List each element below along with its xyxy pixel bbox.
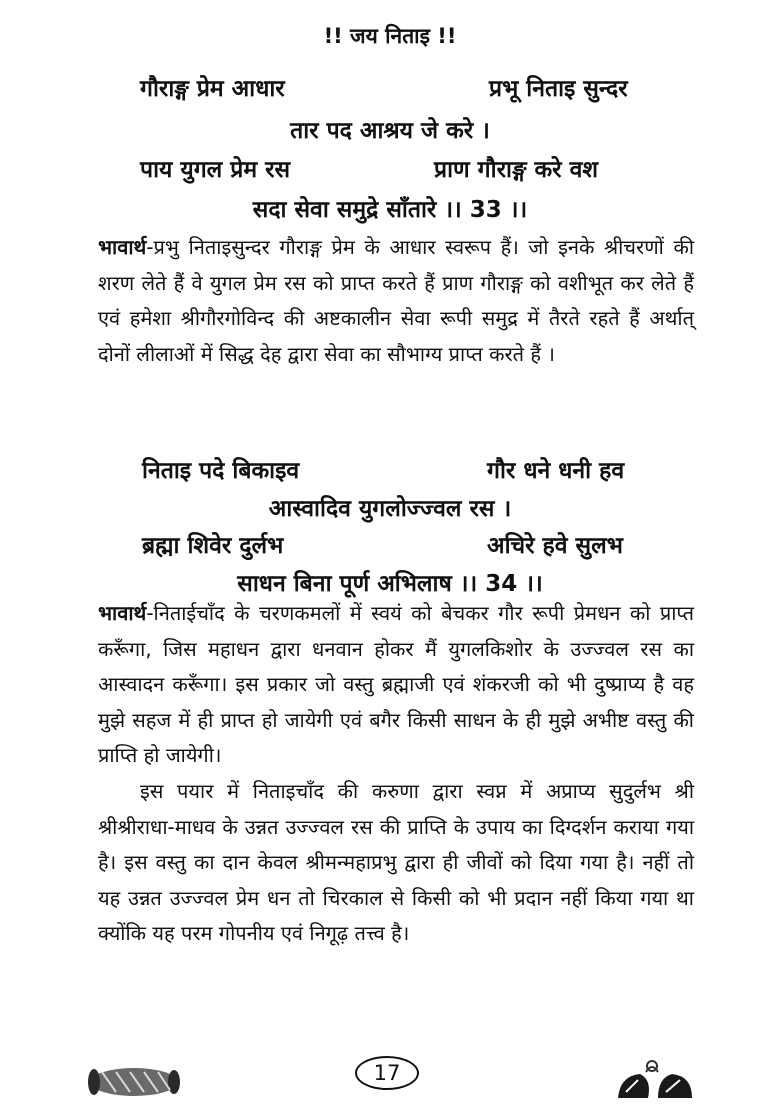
verse-34-line4: साधन बिना पूर्ण अभिलाष ।। 34 ।। [237,571,543,597]
verse-34-line1-left: निताइ पदे बिकाइव [142,458,300,484]
meaning-33 [98,230,694,372]
verse-33-line3-left: पाय युगल प्रेम रस [140,157,291,183]
meaning-33-text: -प्रभु निताइसुन्दर गौराङ्ग प्रेम के आधार स्वरूप हैं। जो इनके श्रीचरणों की शरण लेते हैं वे युगल प्रेम रस को प्राप्त करते हैं प्राण गौराङ्ग को वशीभूत कर लेते हैं एवं हमेशा श्रीगौरगोविन्द की अष्टकालीन सेवा रूपी समुद्र में तैरते रहते हैं अर्थात् दोनों लीलाओं में सिद्ध देह द्वारा सेवा का सौभाग्य प्राप्त करते हैं । [98,235,694,366]
kartal-cymbals-icon [612,1058,696,1102]
verse-33-line4: सदा सेवा समुद्रे साँतारे ।। 33 ।। [252,197,528,223]
meaning-34-text: -निताईचाँद के चरणकमलों में स्वयं को बेचकर गौर रूपी प्रेमधन को प्राप्त करूँगा, जिस महाधन द्वारा धनवान होकर मैं युगलकिशोर के उज्ज्वल रस का आस्वादन करूँगा। इस प्रकार जो वस्तु ब्रह्माजी एवं शंकरजी को भी दुष्प्राप्य है वह मुझे सहज में ही प्राप्त हो जायेगी एवं बगैर किसी साधन के ही मुझे अभीष्ट वस्तु की प्राप्ति हो जायेगी। [98,601,694,768]
verse-33-line1-right: प्रभू निताइ सुन्दर [489,76,628,102]
verse-34-line3-right: अचिरे हवे सुलभ [487,533,623,559]
verse-33-line1-left: गौराङ्ग प्रेम आधार [140,76,285,102]
verse-34-line2: आस्वादिव युगलोज्ज्वल रस । [268,496,512,522]
page-header: !! जय निताइ !! [323,24,457,48]
page-number: 17 [355,1056,419,1090]
verse-34-line1-right: गौर धने धनी हव [487,458,625,484]
mridanga-drum-icon [86,1063,182,1101]
meaning-34-para2: इस पयार में निताइचाँद की करुणा द्वारा स्वप्न में अप्राप्य सुदुर्लभ श्री श्रीश्रीराधा-माधव के उन्नत उज्ज्वल रस की प्राप्ति के उपाय का दिग्दर्शन कराया गया है। इस वस्तु का दान केवल श्रीमन्महाप्रभु द्वारा ही जीवों को दिया गया है। नहीं तो यह उन्नत उज्ज्वल प्रेम धन तो चिरकाल से किसी को भी प्रदान नहीं किया गया था क्योंकि यह परम गोपनीय एवं निगूढ़ तत्त्व है। [98,778,694,946]
meaning-34-label: भावार्थ [98,601,147,625]
meaning-33-label: भावार्थ [98,235,147,259]
meaning-34 [98,596,694,952]
verse-34-line3-left: ब्रह्मा शिवेर दुर्लभ [142,533,284,559]
verse-33-line2: तार पद आश्रय जे करे । [290,118,490,144]
verse-33-line3-right: प्राण गौराङ्ग करे वश [434,157,599,183]
